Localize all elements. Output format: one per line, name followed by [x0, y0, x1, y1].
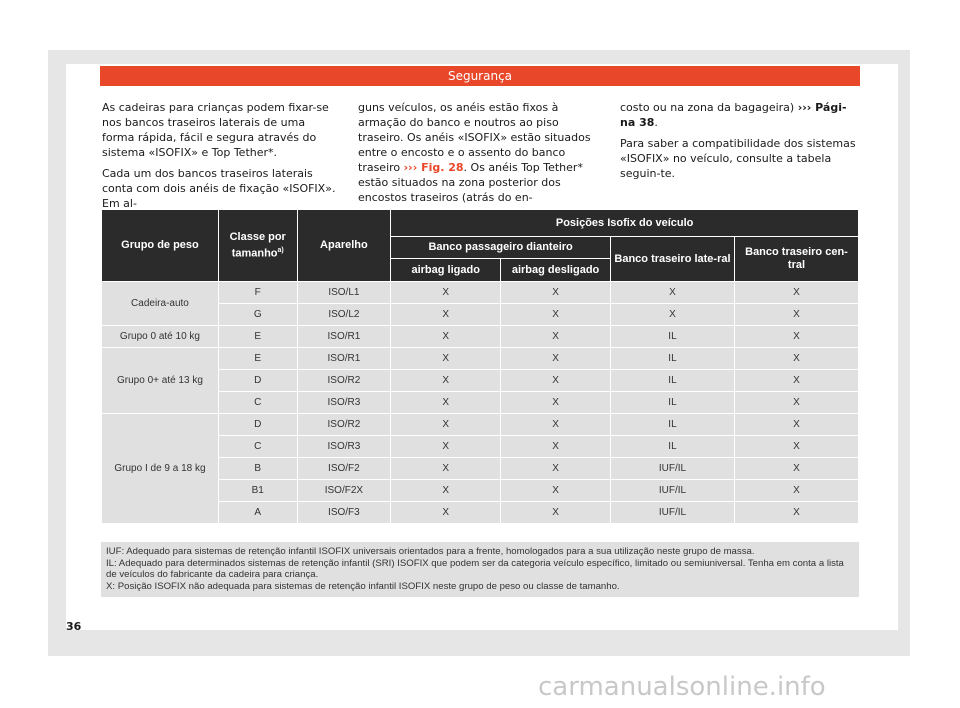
airbag-on-cell: X: [391, 370, 500, 391]
table-notes: [101, 542, 859, 597]
device-cell: ISO/F2: [298, 458, 391, 479]
header-airbag-on: airbag ligado: [391, 259, 500, 281]
weight-group-cell: Grupo 0+ até 13 kg: [102, 348, 218, 413]
device-cell: ISO/R3: [298, 392, 391, 413]
device-cell: ISO/L2: [298, 304, 391, 325]
rear-central-cell: X: [735, 458, 858, 479]
rear-central-cell: X: [735, 304, 858, 325]
table-row: [102, 282, 858, 303]
header-rear-lateral: Banco traseiro late-ral: [611, 237, 734, 281]
header-airbag-off: airbag desligado: [501, 259, 610, 281]
device-cell: ISO/F2X: [298, 480, 391, 501]
rear-lateral-cell: IL: [611, 414, 734, 435]
header-size-class: Classe por tamanho$^{a)}$: [219, 210, 297, 281]
rear-lateral-cell: IL: [611, 348, 734, 369]
table-row: [102, 348, 858, 369]
paragraph: Para saber a compatibilidade dos sistemas «ISOFIX» no veículo, consulte a tabela seguin-te.: [620, 137, 856, 180]
header-weight-group: Grupo de peso: [102, 210, 218, 281]
device-cell: ISO/R1: [298, 348, 391, 369]
rear-lateral-cell: IL: [611, 436, 734, 457]
rear-central-cell: X: [735, 414, 858, 435]
device-cell: ISO/F3: [298, 502, 391, 523]
rear-lateral-cell: IUF/IL: [611, 502, 734, 523]
rear-central-cell: X: [735, 392, 858, 413]
airbag-on-cell: X: [391, 348, 500, 369]
airbag-off-cell: X: [501, 436, 610, 457]
rear-central-cell: X: [735, 436, 858, 457]
rear-lateral-cell: IL: [611, 392, 734, 413]
header-device: Aparelho: [298, 210, 391, 281]
text-column-1: [102, 100, 340, 217]
rear-central-cell: X: [735, 282, 858, 303]
watermark: carmanualsonline.info: [538, 672, 826, 702]
rear-lateral-cell: X: [611, 282, 734, 303]
airbag-off-cell: X: [501, 326, 610, 347]
weight-group-cell: Grupo 0 até 10 kg: [102, 326, 218, 347]
airbag-on-cell: X: [391, 282, 500, 303]
airbag-off-cell: X: [501, 304, 610, 325]
size-class-cell: E: [219, 326, 297, 347]
size-class-cell: E: [219, 348, 297, 369]
rear-central-cell: X: [735, 480, 858, 501]
table-row: [102, 414, 858, 435]
text-column-2: [358, 100, 596, 211]
text-column-3: [620, 100, 858, 187]
airbag-off-cell: X: [501, 480, 610, 501]
size-class-cell: B: [219, 458, 297, 479]
airbag-off-cell: X: [501, 370, 610, 391]
airbag-on-cell: X: [391, 502, 500, 523]
page-reference-link[interactable]: ››› Pági-na 38: [620, 101, 847, 129]
header-isofix-positions: Posições Isofix do veículo: [391, 210, 858, 236]
note-iuf: IUF: Adequado para sistemas de retenção infantil ISOFIX universais orientados para a frente, homologados para a sua utilização neste grupo de massa.: [106, 546, 755, 557]
size-class-cell: D: [219, 414, 297, 435]
device-cell: ISO/R2: [298, 370, 391, 391]
size-class-cell: C: [219, 436, 297, 457]
airbag-on-cell: X: [391, 304, 500, 325]
airbag-off-cell: X: [501, 458, 610, 479]
rear-central-cell: X: [735, 502, 858, 523]
airbag-on-cell: X: [391, 414, 500, 435]
rear-lateral-cell: IL: [611, 370, 734, 391]
rear-central-cell: X: [735, 326, 858, 347]
rear-lateral-cell: IUF/IL: [611, 458, 734, 479]
airbag-on-cell: X: [391, 458, 500, 479]
note-x: X: Posição ISOFIX não adequada para sistemas de retenção infantil ISOFIX neste grupo de peso ou classe de tamanho.: [106, 580, 620, 592]
size-class-cell: G: [219, 304, 297, 325]
device-cell: ISO/R3: [298, 436, 391, 457]
rear-lateral-cell: X: [611, 304, 734, 325]
table-row: [102, 326, 858, 347]
isofix-table: [101, 209, 859, 524]
rear-central-cell: X: [735, 370, 858, 391]
device-cell: ISO/R2: [298, 414, 391, 435]
size-class-cell: C: [219, 392, 297, 413]
airbag-on-cell: X: [391, 480, 500, 501]
paragraph: Cada um dos bancos traseiros laterais conta com dois anéis de fixação «ISOFIX». Em al-: [102, 167, 336, 210]
page-number: 36: [66, 620, 82, 633]
header-front-passenger: Banco passageiro dianteiro: [391, 237, 610, 258]
rear-lateral-cell: IUF/IL: [611, 480, 734, 501]
header-rear-central: Banco traseiro cen-tral: [735, 237, 858, 281]
airbag-off-cell: X: [501, 414, 610, 435]
airbag-on-cell: X: [391, 326, 500, 347]
weight-group-cell: Grupo I de 9 a 18 kg: [102, 414, 218, 523]
rear-central-cell: X: [735, 348, 858, 369]
size-class-cell: F: [219, 282, 297, 303]
airbag-off-cell: X: [501, 282, 610, 303]
device-cell: ISO/L1: [298, 282, 391, 303]
airbag-off-cell: X: [501, 502, 610, 523]
airbag-on-cell: X: [391, 436, 500, 457]
airbag-off-cell: X: [501, 392, 610, 413]
weight-group-cell: Cadeira-auto: [102, 282, 218, 325]
size-class-cell: A: [219, 502, 297, 523]
figure-link[interactable]: ››› Fig. 28: [403, 161, 464, 174]
paragraph: As cadeiras para crianças podem fixar-se nos bancos traseiros laterais de uma forma rápida, fácil e segura através do sistema «ISOFIX» e Top Tether*.: [102, 101, 329, 159]
device-cell: ISO/R1: [298, 326, 391, 347]
note-il: IL: Adequado para determinados sistemas de retenção infantil (SRI) ISOFIX que podem ser da categoria veículo específico, limitado ou semiuniversal. Tenha em conta a lista de veículos do fabricante da cadeira para criança.: [106, 557, 844, 580]
rear-lateral-cell: IL: [611, 326, 734, 347]
airbag-on-cell: X: [391, 392, 500, 413]
paragraph: costo ou na zona da bagageira) ››› Pági-na 38.: [620, 101, 847, 129]
airbag-off-cell: X: [501, 348, 610, 369]
section-header: Segurança: [100, 66, 860, 86]
size-class-cell: D: [219, 370, 297, 391]
paragraph: guns veículos, os anéis estão fixos à armação do banco e noutros ao piso traseiro. Os anéis «ISOFIX» estão situados entre o encosto e o assento do banco traseiro ››› Fig. 28. Os anéis Top Tether* estão situados na zona posterior dos encostos traseiros (atrás do en-: [358, 101, 591, 204]
size-class-cell: B1: [219, 480, 297, 501]
